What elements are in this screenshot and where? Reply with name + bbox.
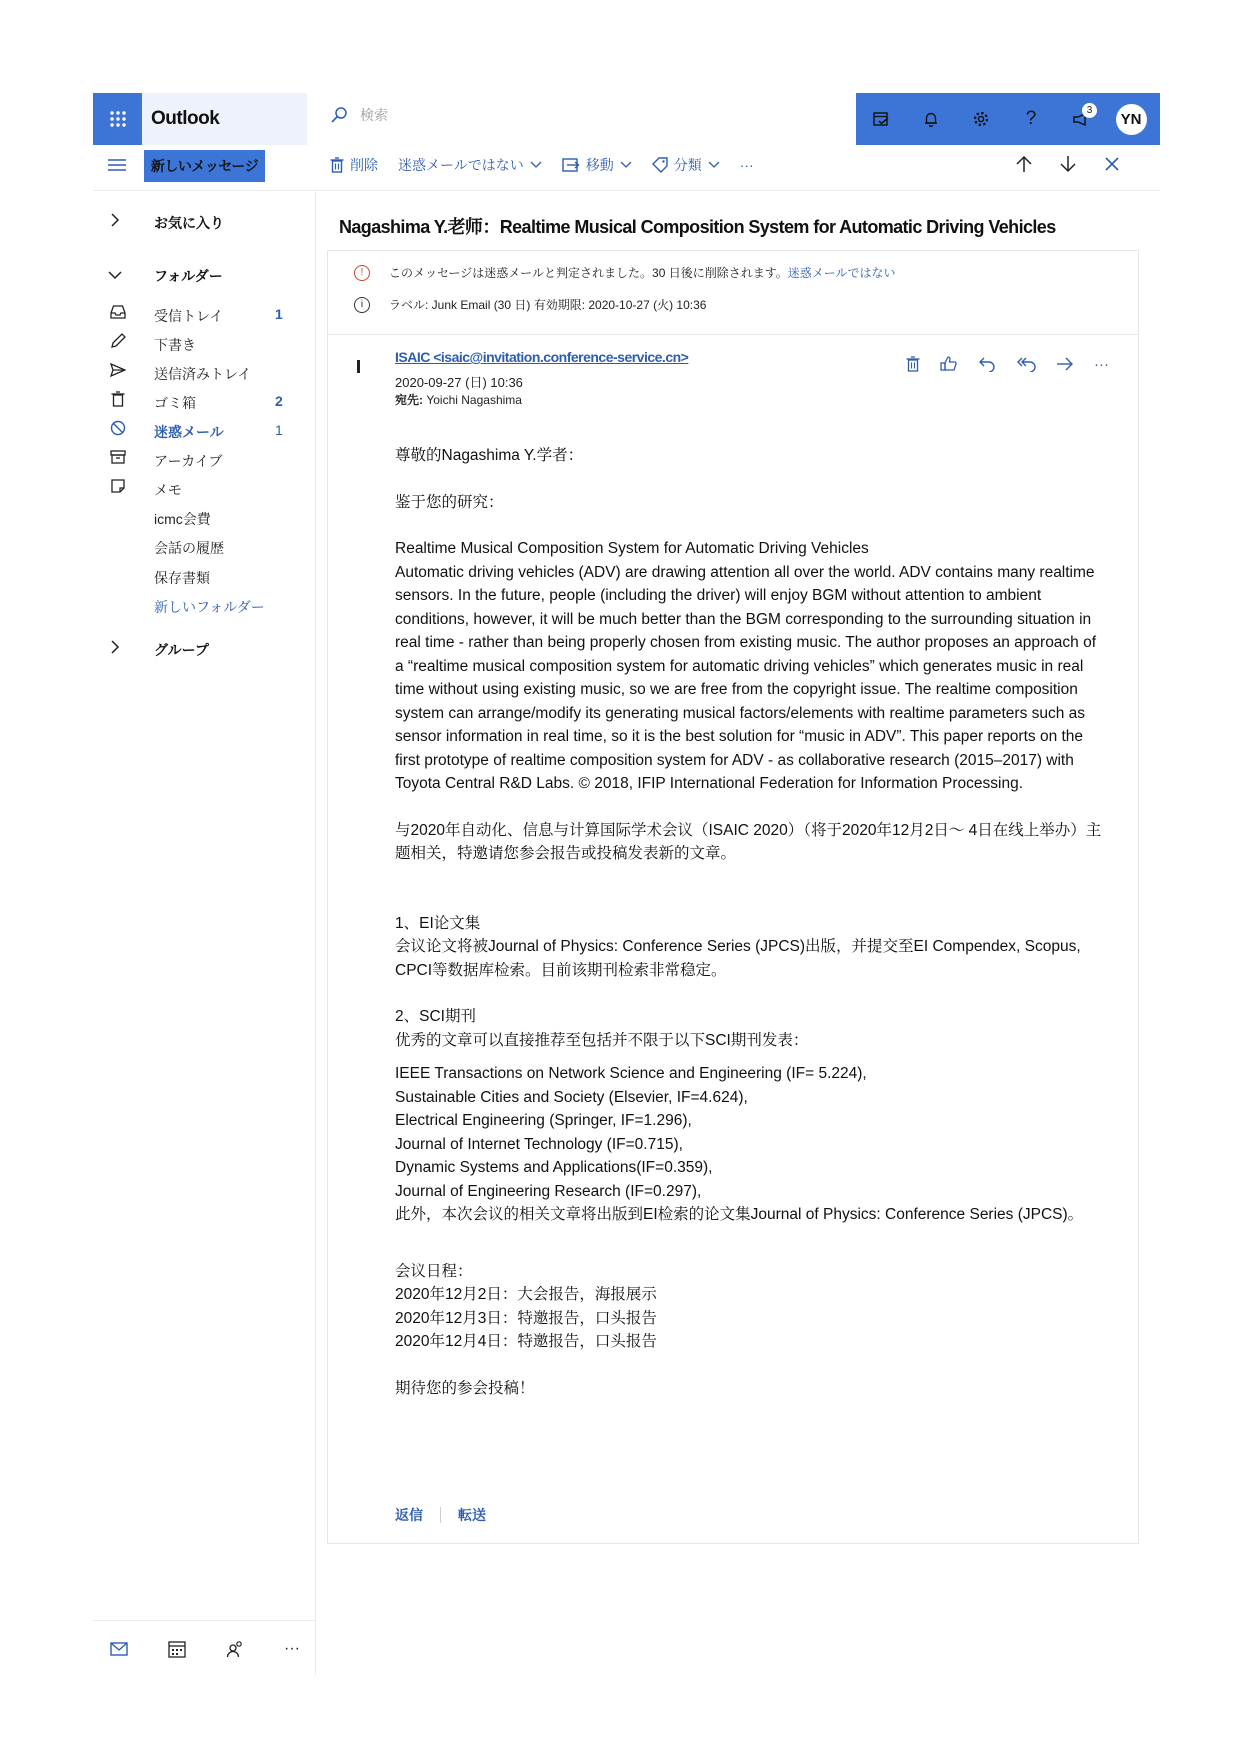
folder-label: icmc会費 (154, 511, 211, 527)
more-actions-button[interactable]: ··· (1094, 355, 1109, 373)
forward-icon[interactable] (1056, 356, 1074, 372)
message-subject: Nagashima Y.老师：Realtime Musical Composition System for Automatic Driving Vehicles (339, 217, 1056, 237)
hamburger-icon (108, 158, 126, 172)
account-button[interactable] (1106, 93, 1156, 145)
move-button[interactable] (562, 155, 632, 175)
trash-icon[interactable] (906, 356, 920, 372)
not-junk-button[interactable] (398, 155, 542, 175)
trash-icon (110, 391, 126, 407)
to-recipient[interactable]: Yoichi Nagashima (426, 393, 522, 407)
favorites-header[interactable]: お気に入り (154, 215, 224, 231)
greeting: 尊敬的Nagashima Y.学者： (395, 447, 584, 464)
help-button[interactable] (1006, 93, 1056, 145)
sci-section-intro: 优秀的文章可以直接推荐至包括并不限于以下SCI期刊发表： (395, 1031, 809, 1049)
delete-button[interactable] (330, 155, 378, 175)
junk-notice-text: このメッセージは迷惑メールと判定されました。30 日後に削除されます。 (389, 266, 788, 280)
message-date: 2020-09-27 (日) 10:36 (395, 375, 523, 390)
to-label: 宛先: (395, 393, 423, 407)
journal-item: Journal of Internet Technology (IF=0.715), (395, 1135, 683, 1153)
folder-label: 送信済みトレイ (154, 366, 252, 382)
close-icon[interactable] (1103, 155, 1121, 173)
schedule-item: 2020年12月4日：特邀报告，口头报告 (395, 1333, 657, 1350)
folder-label: アーカイブ (154, 453, 223, 469)
warning-icon: ! (354, 265, 370, 281)
my-day-button[interactable] (856, 93, 906, 145)
chevron-right-icon (110, 213, 120, 227)
pencil-icon (110, 333, 126, 349)
folder-label: メモ (154, 482, 182, 498)
header-divider (93, 190, 1160, 191)
favorites-toggle[interactable] (110, 213, 120, 227)
waffle-icon (109, 110, 127, 128)
question-icon: ? (1025, 108, 1037, 129)
arrow-down-icon[interactable] (1059, 155, 1077, 173)
send-icon (110, 362, 126, 378)
nav-toggle-button[interactable] (108, 158, 126, 172)
folder-label: 保存書類 (154, 570, 210, 586)
calendar-icon[interactable] (168, 1640, 186, 1658)
more-apps-button[interactable]: ··· (284, 1640, 300, 1657)
schedule-title: 会议日程： (395, 1262, 473, 1280)
journal-item: Journal of Engineering Research (IF=0.297), (395, 1182, 702, 1200)
journal-item: IEEE Transactions on Network Science and Engineering (IF= 5.224), (395, 1065, 867, 1082)
new-folder-link[interactable]: 新しいフォルダー (154, 599, 265, 615)
link-divider (440, 1507, 441, 1523)
message-body (395, 444, 1107, 1400)
folder-label: 受信トレイ (154, 308, 224, 324)
paper-abstract: Automatic driving vehicles (ADV) are drawing attention all over the world. ADV contains many realtime sensors. In the future, people (including the driver) will enjoy BGM without attention to ambient conditions, however, it will be much better than the BGM corresponding to the surrounding situation in real time - rather than being properly chosen from existing music. The author proposes an approach of a “realtime musical composition system for automatic driving vehicles” which generates music in real time without using existing music, so we are free from the copyright issue. The realtime composition system can arrange/modify its generating musical factors/elements with realtime parameters such as sensor information in real time, so it is the best solution for “music in ADV”. This paper reports on the first prototype of realtime composition system for ADV - as collaborative research (2015–2017) with Toyota Central R&D Labs. © 2018, IFIP International Federation for Information Processing. (395, 563, 1097, 792)
chevron-down-icon (708, 161, 720, 169)
not-junk-label: 迷惑メールではない (398, 157, 524, 173)
reply-link[interactable]: 返信 (395, 1507, 423, 1523)
search-box[interactable] (330, 105, 388, 125)
bell-icon (922, 110, 940, 128)
item-count: 2 (275, 393, 283, 409)
reply-icon[interactable] (978, 356, 996, 372)
info-icon: i (354, 297, 370, 313)
forward-link[interactable]: 転送 (458, 1507, 486, 1523)
folder-label: 迷惑メール (154, 424, 224, 440)
app-launcher-button[interactable] (93, 93, 142, 145)
chevron-down-icon (108, 270, 122, 280)
search-icon (330, 106, 348, 124)
folders-toggle[interactable] (108, 270, 122, 280)
schedule-item: 2020年12月3日：特邀报告，口头报告 (395, 1309, 657, 1327)
tag-icon (652, 157, 668, 173)
new-message-button[interactable]: 新しいメッセージ (144, 150, 265, 182)
delete-label: 削除 (350, 157, 378, 173)
quick-actions (395, 1505, 486, 1525)
groups-header[interactable]: グループ (154, 642, 209, 658)
message-navigation (1015, 155, 1121, 173)
sender-address[interactable]: ISAIC <isaic@invitation.conference-service.cn> (395, 349, 689, 365)
junk-notice (354, 264, 896, 281)
gear-icon (972, 110, 990, 128)
search-input[interactable]: 検索 (360, 107, 388, 123)
block-icon (110, 420, 126, 436)
trash-icon (330, 157, 344, 173)
unread-marker (357, 360, 360, 373)
paper-title: Realtime Musical Composition System for Automatic Driving Vehicles (395, 540, 869, 557)
settings-button[interactable] (956, 93, 1006, 145)
archive-icon (110, 449, 126, 465)
move-folder-icon (562, 158, 580, 172)
schedule-item: 2020年12月2日：大会报告，海报展示 (395, 1286, 657, 1303)
groups-toggle[interactable] (110, 640, 120, 654)
closing-line: 期待您的参会投稿！ (395, 1379, 535, 1397)
chevron-right-icon (110, 640, 120, 654)
notifications-button[interactable] (906, 93, 956, 145)
sidebar-divider (315, 190, 316, 1675)
calendar-check-icon (872, 110, 890, 128)
journal-item: Dynamic Systems and Applications(IF=0.359), (395, 1159, 713, 1176)
note-icon (110, 478, 126, 494)
people-icon[interactable] (226, 1640, 244, 1658)
module-switcher (110, 1640, 300, 1658)
inbox-icon (110, 304, 126, 320)
journal-item: Sustainable Cities and Society (Elsevier, IF=4.624), (395, 1088, 748, 1106)
retention-notice (354, 296, 706, 313)
feedback-button[interactable] (1056, 93, 1106, 145)
brand-area (142, 93, 307, 145)
sci-section-title: 2、SCI期刊 (395, 1008, 476, 1025)
more-commands-button[interactable] (740, 157, 754, 173)
not-junk-link[interactable]: 迷惑メールではない (787, 266, 896, 280)
ei-section-title: 1、EI论文集 (395, 914, 481, 932)
folders-header[interactable]: フォルダー (154, 268, 223, 284)
bottom-nav-divider (93, 1620, 315, 1621)
folder-label: ゴミ箱 (154, 395, 196, 411)
mail-icon[interactable] (110, 1642, 128, 1656)
unread-count: 1 (275, 422, 283, 438)
ei-section-text: 会议论文将被Journal of Physics: Conference Series (JPCS)出版，并提交至EI Compendex, Scopus, CPCI等数据库检索。目前该期刊检索非常稳定。 (395, 938, 1081, 979)
move-label: 移動 (585, 157, 614, 173)
chevron-down-icon (620, 161, 632, 169)
app-brand[interactable]: Outlook (151, 108, 220, 129)
like-icon[interactable] (940, 355, 958, 373)
arrow-up-icon[interactable] (1015, 155, 1033, 173)
message-actions (906, 355, 1109, 373)
reply-all-icon[interactable] (1016, 356, 1036, 372)
jpcs-note: 此外，本次会议的相关文章将出版到EI检索的论文集Journal of Physics: Conference Series (JPCS)。 (395, 1206, 1084, 1223)
avatar: YN (1116, 104, 1147, 135)
folder-label: 会話の履歴 (154, 540, 224, 556)
categorize-label: 分類 (673, 157, 702, 173)
notification-badge: 3 (1082, 103, 1097, 118)
invitation-text: 与2020年自动化、信息与计算国际学术会议（ISAIC 2020）（将于2020年12月2日～ 4日在线上举办）主题相关，特邀请您参会报告或投稿发表新的文章。 (395, 821, 1102, 862)
notice-divider (327, 334, 1138, 335)
folder-label: 下書き (154, 337, 196, 353)
recipient-line (395, 391, 522, 408)
journal-item: Electrical Engineering (Springer, IF=1.296), (395, 1112, 692, 1129)
command-bar (330, 155, 774, 175)
more-icon: ··· (739, 157, 754, 173)
chevron-down-icon (530, 161, 542, 169)
header-actions (856, 93, 1160, 145)
categorize-button[interactable] (652, 155, 720, 175)
intro-line: 鉴于您的研究： (395, 493, 504, 511)
retention-text: ラベル: Junk Email (30 日) 有効期限: 2020-10-27 (火) 10:36 (389, 298, 707, 312)
unread-count: 1 (275, 306, 283, 322)
